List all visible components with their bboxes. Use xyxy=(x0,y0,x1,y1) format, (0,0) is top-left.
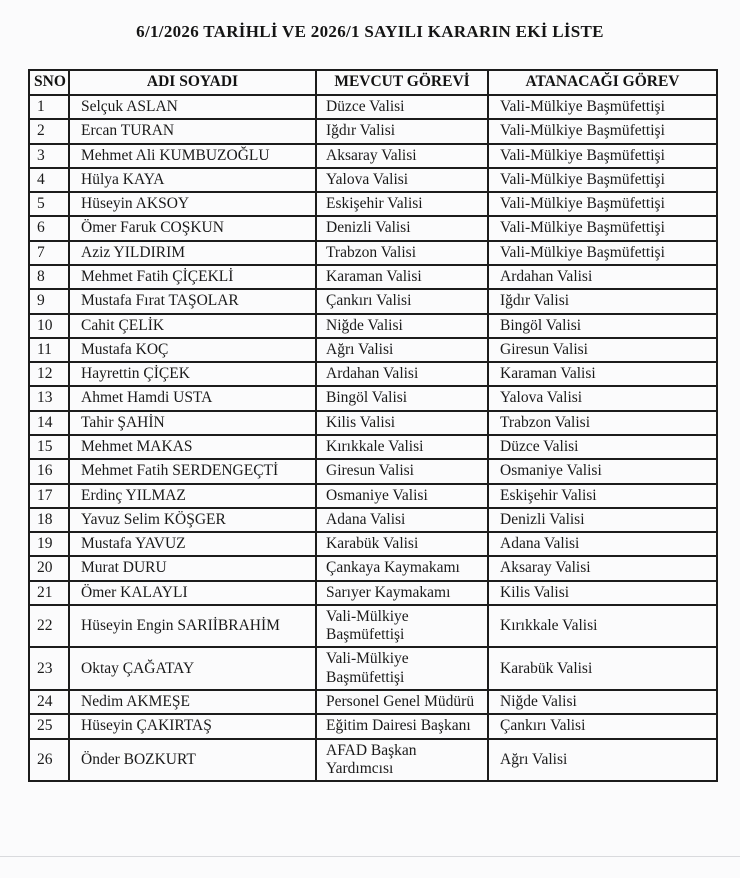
cell-assigned: Vali-Mülkiye Başmüfettişi xyxy=(488,192,717,216)
table-header xyxy=(29,70,717,95)
table-row xyxy=(29,338,717,362)
cell-sno: 3 xyxy=(29,144,69,168)
cell-name: Hayrettin ÇİÇEK xyxy=(69,362,316,386)
cell-current: Eğitim Dairesi Başkanı xyxy=(316,714,488,738)
cell-current: Vali-Mülkiye Başmüfettişi xyxy=(316,605,488,648)
cell-current: Karaman Valisi xyxy=(316,265,488,289)
cell-name: Oktay ÇAĞATAY xyxy=(69,647,316,690)
cell-name: Nedim AKMEŞE xyxy=(69,690,316,714)
cell-name: Hüseyin ÇAKIRTAŞ xyxy=(69,714,316,738)
table-row xyxy=(29,647,717,690)
cell-current: Denizli Valisi xyxy=(316,216,488,240)
cell-current: Ardahan Valisi xyxy=(316,362,488,386)
cell-sno: 6 xyxy=(29,216,69,240)
cell-assigned: Ağrı Valisi xyxy=(488,739,717,782)
table-row xyxy=(29,459,717,483)
table-row xyxy=(29,508,717,532)
cell-name: Hülya KAYA xyxy=(69,168,316,192)
cell-current: Kilis Valisi xyxy=(316,411,488,435)
cell-current: Düzce Valisi xyxy=(316,95,488,119)
table-body xyxy=(29,95,717,781)
cell-current: Kırıkkale Valisi xyxy=(316,435,488,459)
table-row xyxy=(29,241,717,265)
table-row xyxy=(29,362,717,386)
table-row xyxy=(29,690,717,714)
cell-name: Murat DURU xyxy=(69,556,316,580)
cell-current: Yalova Valisi xyxy=(316,168,488,192)
table-row xyxy=(29,484,717,508)
cell-assigned: Vali-Mülkiye Başmüfettişi xyxy=(488,168,717,192)
cell-sno: 7 xyxy=(29,241,69,265)
cell-name: Aziz YILDIRIM xyxy=(69,241,316,265)
cell-current: Bingöl Valisi xyxy=(316,386,488,410)
header-name: ADI SOYADI xyxy=(69,70,316,95)
cell-sno: 2 xyxy=(29,119,69,143)
cell-current: Karabük Valisi xyxy=(316,532,488,556)
table-row xyxy=(29,119,717,143)
cell-sno: 5 xyxy=(29,192,69,216)
cell-assigned: Trabzon Valisi xyxy=(488,411,717,435)
cell-sno: 24 xyxy=(29,690,69,714)
table-row xyxy=(29,435,717,459)
cell-assigned: Eskişehir Valisi xyxy=(488,484,717,508)
cell-current: Ağrı Valisi xyxy=(316,338,488,362)
cell-current: Çankaya Kaymakamı xyxy=(316,556,488,580)
cell-sno: 19 xyxy=(29,532,69,556)
cell-sno: 18 xyxy=(29,508,69,532)
cell-assigned: Ardahan Valisi xyxy=(488,265,717,289)
cell-current: AFAD Başkan Yardımcısı xyxy=(316,739,488,782)
table-row xyxy=(29,411,717,435)
header-sno: SNO xyxy=(29,70,69,95)
cell-name: Mustafa YAVUZ xyxy=(69,532,316,556)
cell-sno: 26 xyxy=(29,739,69,782)
cell-current: Giresun Valisi xyxy=(316,459,488,483)
cell-name: Mehmet Fatih ÇİÇEKLİ xyxy=(69,265,316,289)
cell-name: Cahit ÇELİK xyxy=(69,314,316,338)
cell-name: Mustafa Fırat TAŞOLAR xyxy=(69,289,316,313)
table-row xyxy=(29,314,717,338)
table-row xyxy=(29,168,717,192)
cell-sno: 15 xyxy=(29,435,69,459)
cell-sno: 20 xyxy=(29,556,69,580)
cell-sno: 13 xyxy=(29,386,69,410)
cell-assigned: Vali-Mülkiye Başmüfettişi xyxy=(488,216,717,240)
cell-name: Önder BOZKURT xyxy=(69,739,316,782)
cell-assigned: Yalova Valisi xyxy=(488,386,717,410)
table-row xyxy=(29,265,717,289)
cell-current: Personel Genel Müdürü xyxy=(316,690,488,714)
cell-assigned: Niğde Valisi xyxy=(488,690,717,714)
cell-sno: 25 xyxy=(29,714,69,738)
appointments-table xyxy=(28,69,718,782)
cell-assigned: Vali-Mülkiye Başmüfettişi xyxy=(488,241,717,265)
cell-sno: 23 xyxy=(29,647,69,690)
cell-sno: 16 xyxy=(29,459,69,483)
cell-current: Vali-Mülkiye Başmüfettişi xyxy=(316,647,488,690)
cell-assigned: Vali-Mülkiye Başmüfettişi xyxy=(488,144,717,168)
cell-sno: 8 xyxy=(29,265,69,289)
cell-assigned: Giresun Valisi xyxy=(488,338,717,362)
cell-assigned: Karaman Valisi xyxy=(488,362,717,386)
cell-name: Mustafa KOÇ xyxy=(69,338,316,362)
table-row xyxy=(29,605,717,648)
table-row xyxy=(29,95,717,119)
document-title: 6/1/2026 TARİHLİ VE 2026/1 SAYILI KARARIN EKİ LİSTE xyxy=(136,22,604,41)
cell-assigned: Çankırı Valisi xyxy=(488,714,717,738)
cell-current: Sarıyer Kaymakamı xyxy=(316,581,488,605)
cell-current: Iğdır Valisi xyxy=(316,119,488,143)
cell-name: Selçuk ASLAN xyxy=(69,95,316,119)
cell-sno: 22 xyxy=(29,605,69,648)
cell-name: Mehmet Ali KUMBUZOĞLU xyxy=(69,144,316,168)
cell-assigned: Bingöl Valisi xyxy=(488,314,717,338)
cell-current: Eskişehir Valisi xyxy=(316,192,488,216)
table-row xyxy=(29,386,717,410)
cell-current: Trabzon Valisi xyxy=(316,241,488,265)
table-row xyxy=(29,556,717,580)
cell-name: Ahmet Hamdi USTA xyxy=(69,386,316,410)
cell-name: Tahir ŞAHİN xyxy=(69,411,316,435)
cell-current: Çankırı Valisi xyxy=(316,289,488,313)
cell-current: Aksaray Valisi xyxy=(316,144,488,168)
cell-assigned: Adana Valisi xyxy=(488,532,717,556)
cell-assigned: Aksaray Valisi xyxy=(488,556,717,580)
cell-current: Niğde Valisi xyxy=(316,314,488,338)
cell-sno: 14 xyxy=(29,411,69,435)
cell-name: Ömer Faruk COŞKUN xyxy=(69,216,316,240)
table-row xyxy=(29,532,717,556)
cell-name: Mehmet MAKAS xyxy=(69,435,316,459)
cell-name: Hüseyin Engin SARIİBRAHİM xyxy=(69,605,316,648)
table-row xyxy=(29,714,717,738)
page-bottom-rule xyxy=(0,856,740,857)
cell-assigned: Kırıkkale Valisi xyxy=(488,605,717,648)
cell-sno: 12 xyxy=(29,362,69,386)
cell-sno: 21 xyxy=(29,581,69,605)
cell-assigned: Vali-Mülkiye Başmüfettişi xyxy=(488,119,717,143)
table-row xyxy=(29,739,717,782)
table-row xyxy=(29,192,717,216)
cell-assigned: Denizli Valisi xyxy=(488,508,717,532)
cell-assigned: Düzce Valisi xyxy=(488,435,717,459)
cell-sno: 9 xyxy=(29,289,69,313)
cell-assigned: Vali-Mülkiye Başmüfettişi xyxy=(488,95,717,119)
cell-assigned: Kilis Valisi xyxy=(488,581,717,605)
cell-sno: 11 xyxy=(29,338,69,362)
cell-name: Ercan TURAN xyxy=(69,119,316,143)
cell-sno: 10 xyxy=(29,314,69,338)
cell-sno: 4 xyxy=(29,168,69,192)
cell-name: Mehmet Fatih SERDENGEÇTİ xyxy=(69,459,316,483)
cell-sno: 17 xyxy=(29,484,69,508)
cell-current: Osmaniye Valisi xyxy=(316,484,488,508)
table-row xyxy=(29,216,717,240)
header-current: MEVCUT GÖREVİ xyxy=(316,70,488,95)
cell-current: Adana Valisi xyxy=(316,508,488,532)
cell-assigned: Karabük Valisi xyxy=(488,647,717,690)
header-row xyxy=(29,70,717,95)
cell-name: Yavuz Selim KÖŞGER xyxy=(69,508,316,532)
cell-name: Ömer KALAYLI xyxy=(69,581,316,605)
cell-assigned: Iğdır Valisi xyxy=(488,289,717,313)
table-row xyxy=(29,289,717,313)
cell-assigned: Osmaniye Valisi xyxy=(488,459,717,483)
table-row xyxy=(29,144,717,168)
cell-name: Erdinç YILMAZ xyxy=(69,484,316,508)
table-row xyxy=(29,581,717,605)
cell-sno: 1 xyxy=(29,95,69,119)
cell-name: Hüseyin AKSOY xyxy=(69,192,316,216)
header-assigned: ATANACAĞI GÖREV xyxy=(488,70,717,95)
